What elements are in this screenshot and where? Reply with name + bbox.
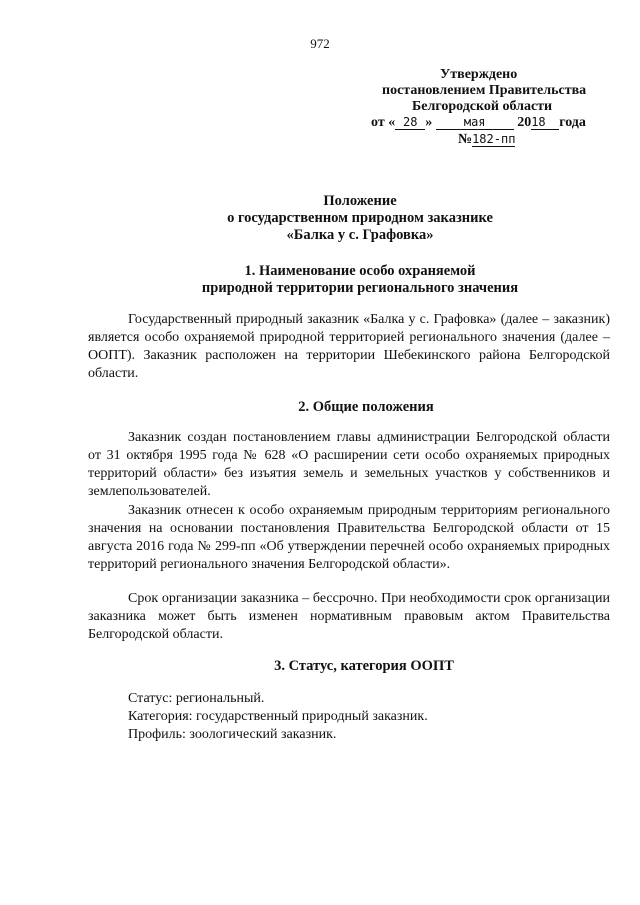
date-mid: »: [425, 115, 433, 130]
section-1-heading-line-1: 1. Наименование особо охраняемой: [244, 263, 476, 279]
section-1-paragraph: Государственный природный заказник «Балка у с. Графовка» (далее – заказник) является особо охраняемой природной территорией регионального значения (далее – ООПТ). Заказник расположен на территории Шебекинского района Белгородской области.: [88, 312, 610, 381]
section-2-paragraph-1: Заказник создан постановлением главы администрации Белгородской области от 31 октября 1995 года № 628 «О расширении сети особо охраняемых природных территорий области» без изъятия земель и земельных участков у собственников и землепользователей.: [88, 430, 610, 499]
section-2-paragraph-3: Срок организации заказника – бессрочно. При необходимости срок организации заказника может быть изменен нормативным правовым актом Правительства Белгородской области.: [88, 591, 610, 642]
section-3-category: Категория: государственный природный заказник.: [128, 709, 428, 724]
approval-number: [458, 132, 515, 148]
section-2-heading: 2. Общие положения: [298, 399, 434, 415]
approval-date: [371, 115, 586, 131]
number-value: 182-пп: [472, 132, 516, 146]
document-title-line-2: о государственном природном заказнике: [227, 210, 493, 226]
approval-line-3: Белгородской области: [412, 99, 553, 114]
approval-line-1: Утверждено: [440, 67, 518, 82]
section-2-paragraph-2: Заказник отнесен к особо охраняемым природным территориям регионального значения на основании постановления Правительства Белгородской области от 15 августа 2016 года № 299-пп «Об утверждении перечней особо охраняемых природных территорий регионального значения Белгородской области».: [88, 503, 610, 572]
date-suffix: года: [559, 115, 586, 130]
date-day: 28: [395, 115, 425, 130]
number-sign: №: [458, 132, 473, 147]
date-month: мая: [436, 115, 514, 130]
section-3-profile: Профиль: зоологический заказник.: [128, 727, 337, 742]
page-number: 972: [310, 36, 330, 51]
approval-line-2: постановлением Правительства: [382, 83, 587, 98]
section-1-heading-line-2: природной территории регионального значения: [201, 280, 519, 296]
date-year-suffix: 18: [531, 115, 559, 130]
document-title-line-1: Положение: [323, 193, 397, 209]
date-prefix: от «: [371, 115, 396, 130]
section-3-heading: 3. Статус, категория ООПТ: [274, 658, 454, 674]
date-year-prefix: 20: [517, 115, 532, 130]
document-title-line-3: «Балка у с. Графовка»: [286, 227, 434, 243]
section-3-status: Статус: региональный.: [128, 691, 265, 706]
